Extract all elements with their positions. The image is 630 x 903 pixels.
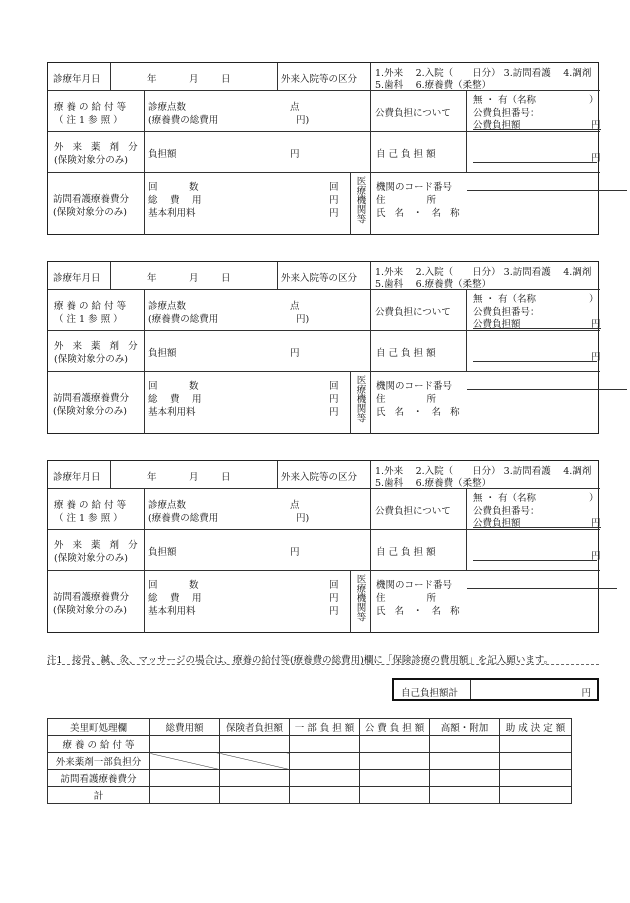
- visit-type-label-cell: [277, 63, 370, 90]
- visit-type-options[interactable]: [370, 461, 600, 488]
- public-burden-yen: 円: [591, 120, 601, 131]
- footnote: 注1 接骨、鍼、灸、マッサージの場合は、療養の給付等(療養費の総費用)欄に「保険診療の費用額」を記入願います。: [47, 655, 554, 666]
- nursing-total-unit: 円: [329, 394, 339, 405]
- public-burden-label-cell: [370, 290, 466, 331]
- public-burden-amount: 公費負担額: [473, 120, 521, 131]
- points-label: 診療点数: [148, 301, 187, 312]
- nursing-base-label: 基本利用料: [148, 606, 196, 617]
- nursing-count-unit: 回: [329, 182, 339, 193]
- total-cost-label: (療養費の総費用: [148, 513, 219, 524]
- table-cell[interactable]: [430, 736, 500, 753]
- nursing-count-label: 回 数: [148, 381, 199, 392]
- header-processing: 美里町処理欄: [48, 719, 150, 736]
- benefit-note: （ 注 1 参 照 ）: [54, 115, 123, 126]
- nursing-note: (保険対象分のみ): [53, 406, 127, 417]
- header-total-cost: 総費用額: [150, 719, 220, 736]
- public-burden-number: 公費負担番号：: [473, 108, 540, 119]
- public-burden-underline: [473, 117, 601, 130]
- table-cell[interactable]: [430, 787, 500, 804]
- nursing-total-unit: 円: [329, 593, 339, 604]
- nursing-base-label: 基本利用料: [148, 208, 196, 219]
- self-burden-field[interactable]: [466, 132, 600, 173]
- drug-amount-label: 負担額: [148, 348, 177, 359]
- self-burden-yen: 円: [591, 153, 601, 164]
- public-burden-underline: [473, 515, 601, 528]
- drug-amount-yen: 円: [290, 547, 300, 558]
- date-label: 診療年月日: [53, 74, 101, 85]
- table-cell[interactable]: [500, 736, 572, 753]
- claim-block-1: [47, 62, 599, 235]
- drug-amount-yen: 円: [290, 149, 300, 160]
- self-burden-total-label: 自己負担額計: [401, 688, 459, 699]
- public-burden-status: 無 ・ 有（名称: [473, 294, 537, 305]
- visit-type-options[interactable]: [370, 262, 600, 289]
- public-burden-yen: 円: [591, 518, 601, 529]
- benefit-label: 療 養 の 給 付 等: [54, 301, 127, 312]
- table-cell[interactable]: [150, 787, 220, 804]
- header-subsidy-decision: 助 成 決 定 額: [500, 719, 572, 736]
- public-burden-close: ）: [589, 493, 599, 504]
- processing-table: [47, 718, 572, 804]
- drug-note: (保険対象分のみ): [54, 553, 128, 564]
- public-burden-close: ）: [589, 95, 599, 106]
- claim-block-2: [47, 261, 599, 434]
- public-burden-label-cell: [370, 91, 466, 132]
- table-cell[interactable]: [430, 770, 500, 787]
- institution-address-label: 住 所: [376, 394, 437, 405]
- institution-address-label: 住 所: [376, 593, 437, 604]
- nursing-count-unit: 回: [329, 381, 339, 392]
- public-burden-detail[interactable]: [466, 489, 600, 530]
- date-field[interactable]: [110, 461, 277, 488]
- self-burden-label: 自 己 負 担 額: [376, 149, 436, 160]
- public-burden-status: 無 ・ 有（名称: [473, 95, 537, 106]
- benefit-points-cell[interactable]: [144, 91, 370, 132]
- visit-type-label: 外来入院等の区分: [281, 74, 358, 85]
- visit-type-line2: 5.歯科 6.療養費（柔整）: [375, 80, 492, 91]
- table-row: [48, 787, 572, 804]
- nursing-total-label: 総 費 用: [148, 195, 202, 206]
- self-burden-underline: [473, 150, 597, 163]
- nursing-label: 訪問看護療養費分: [53, 194, 130, 205]
- disabled-cell: [150, 753, 220, 770]
- month-label: 月: [189, 472, 199, 483]
- self-burden-label: 自 己 負 担 額: [376, 348, 436, 359]
- drug-amount-cell[interactable]: [144, 331, 370, 372]
- visit-type-options[interactable]: [370, 63, 600, 90]
- public-burden-yen: 円: [591, 319, 601, 330]
- drug-amount-yen: 円: [290, 348, 300, 359]
- drug-label: 外 来 薬 剤 分: [54, 540, 141, 551]
- benefit-points-cell[interactable]: [144, 290, 370, 331]
- drug-note: (保険対象分のみ): [54, 354, 128, 365]
- public-burden-status: 無 ・ 有（名称: [473, 493, 537, 504]
- self-burden-label-cell: [370, 331, 466, 372]
- drug-row: [48, 131, 600, 172]
- day-label: 日: [221, 74, 231, 85]
- institution-vertical-label: 医療機関等: [354, 176, 366, 224]
- table-cell[interactable]: [360, 753, 430, 770]
- nursing-base-unit: 円: [329, 208, 339, 219]
- institution-vertical-label: 医療機関等: [354, 574, 366, 622]
- table-cell[interactable]: [360, 787, 430, 804]
- nursing-base-unit: 円: [329, 606, 339, 617]
- table-cell[interactable]: [500, 787, 572, 804]
- self-burden-label-cell: [370, 530, 466, 571]
- institution-vertical-cell: [350, 173, 370, 235]
- institution-vertical-cell: [350, 571, 370, 633]
- benefit-note: （ 注 1 参 照 ）: [54, 314, 123, 325]
- cut-line: [47, 664, 599, 665]
- table-cell[interactable]: [290, 736, 360, 753]
- total-cost-unit: 円): [296, 513, 310, 524]
- institution-name-label: 氏 名 ・ 名 称: [376, 606, 463, 617]
- benefit-label: 療 養 の 給 付 等: [54, 500, 127, 511]
- nursing-note: (保険対象分のみ): [53, 605, 127, 616]
- benefit-row: [48, 289, 600, 330]
- disabled-cell: [220, 753, 290, 770]
- institution-code-underline: [467, 179, 627, 191]
- visit-type-label-cell: [277, 262, 370, 289]
- institution-name-label: 氏 名 ・ 名 称: [376, 407, 463, 418]
- self-burden-underline: [473, 349, 597, 362]
- self-burden-field[interactable]: [466, 331, 600, 372]
- table-cell[interactable]: [430, 753, 500, 770]
- institution-code-label: 機関のコード番号: [376, 182, 453, 193]
- drug-amount-cell[interactable]: [144, 132, 370, 173]
- institution-vertical-label: 医療機関等: [354, 375, 366, 423]
- public-burden-close: ）: [589, 294, 599, 305]
- visit-type-line2: 5.歯科 6.療養費（柔整）: [375, 279, 492, 290]
- self-burden-total-yen: 円: [581, 688, 591, 699]
- drug-row: [48, 330, 600, 371]
- table-cell[interactable]: [150, 770, 220, 787]
- drug-amount-cell[interactable]: [144, 530, 370, 571]
- public-burden-underline: [473, 316, 601, 329]
- public-burden-number: 公費負担番号：: [473, 506, 540, 517]
- nursing-detail-cell[interactable]: [144, 173, 350, 235]
- public-burden-label: 公費負担について: [375, 506, 451, 517]
- table-cell[interactable]: [290, 787, 360, 804]
- visit-type-line1: 1.外来 2.入院（ 日分） 3.訪問看護 4.調剤: [375, 68, 592, 79]
- benefit-points-cell[interactable]: [144, 489, 370, 530]
- month-label: 月: [189, 74, 199, 85]
- header-partial-burden: 一 部 負 担 額: [290, 719, 360, 736]
- processing-header-row: [48, 719, 572, 736]
- public-burden-detail[interactable]: [466, 91, 600, 132]
- drug-label: 外 来 薬 剤 分: [54, 142, 141, 153]
- table-cell[interactable]: [220, 736, 290, 753]
- institution-name-label: 氏 名 ・ 名 称: [376, 208, 463, 219]
- total-cost-unit: 円): [296, 115, 310, 126]
- date-row: [48, 461, 600, 488]
- visit-type-label-cell: [277, 461, 370, 488]
- date-label: 診療年月日: [53, 472, 101, 483]
- institution-code-label: 機関のコード番号: [376, 381, 453, 392]
- public-burden-detail[interactable]: [466, 290, 600, 331]
- table-cell[interactable]: [220, 770, 290, 787]
- table-cell[interactable]: [360, 736, 430, 753]
- self-burden-label-cell: [370, 132, 466, 173]
- table-row: [48, 770, 572, 787]
- institution-code-label: 機関のコード番号: [376, 580, 453, 591]
- table-cell[interactable]: [500, 753, 572, 770]
- self-burden-underline: [473, 548, 597, 561]
- row-label: 訪問看護療養費分: [48, 770, 150, 787]
- institution-detail[interactable]: [370, 372, 600, 434]
- row-label: 外来薬剤一部負担分: [48, 753, 150, 770]
- table-cell[interactable]: [220, 787, 290, 804]
- nursing-detail-cell[interactable]: [144, 571, 350, 633]
- header-insurer-burden: 保険者負担額: [220, 719, 290, 736]
- institution-address-label: 住 所: [376, 195, 437, 206]
- date-field[interactable]: [110, 63, 277, 90]
- visit-type-label: 外来入院等の区分: [281, 472, 358, 483]
- nursing-total-label: 総 費 用: [148, 394, 202, 405]
- public-burden-amount: 公費負担額: [473, 518, 521, 529]
- total-cost-label: (療養費の総費用: [148, 115, 219, 126]
- self-burden-field[interactable]: [466, 530, 600, 571]
- header-public-burden: 公 費 負 担 額: [360, 719, 430, 736]
- nursing-total-unit: 円: [329, 195, 339, 206]
- benefit-row: [48, 488, 600, 529]
- table-cell[interactable]: [500, 770, 572, 787]
- institution-detail[interactable]: [370, 571, 600, 633]
- benefit-row: [48, 90, 600, 131]
- drug-amount-label: 負担額: [148, 149, 177, 160]
- nursing-total-label: 総 費 用: [148, 593, 202, 604]
- drug-row: [48, 529, 600, 570]
- nursing-detail-cell[interactable]: [144, 372, 350, 434]
- benefit-note: （ 注 1 参 照 ）: [54, 513, 123, 524]
- table-cell[interactable]: [290, 770, 360, 787]
- institution-vertical-cell: [350, 372, 370, 434]
- nursing-label: 訪問看護療養費分: [53, 393, 130, 404]
- visit-type-label: 外来入院等の区分: [281, 273, 358, 284]
- nursing-note: (保険対象分のみ): [53, 207, 127, 218]
- table-row: [48, 736, 572, 753]
- year-label: 年: [147, 472, 157, 483]
- nursing-count-label: 回 数: [148, 580, 199, 591]
- nursing-count-label: 回 数: [148, 182, 199, 193]
- institution-detail[interactable]: [370, 173, 600, 235]
- drug-label: 外 来 薬 剤 分: [54, 341, 141, 352]
- visit-type-line1: 1.外来 2.入院（ 日分） 3.訪問看護 4.調剤: [375, 267, 592, 278]
- visit-type-line2: 5.歯科 6.療養費（柔整）: [375, 478, 492, 489]
- day-label: 日: [221, 273, 231, 284]
- points-unit: 点: [290, 102, 300, 113]
- points-label: 診療点数: [148, 102, 187, 113]
- self-burden-total-box[interactable]: [392, 678, 599, 701]
- public-burden-amount: 公費負担額: [473, 319, 521, 330]
- points-label: 診療点数: [148, 500, 187, 511]
- year-label: 年: [147, 273, 157, 284]
- date-field[interactable]: [110, 262, 277, 289]
- visit-type-line1: 1.外来 2.入院（ 日分） 3.訪問看護 4.調剤: [375, 466, 592, 477]
- day-label: 日: [221, 472, 231, 483]
- nursing-base-label: 基本利用料: [148, 407, 196, 418]
- total-cost-label: (療養費の総費用: [148, 314, 219, 325]
- row-label: 計: [48, 787, 150, 804]
- date-label: 診療年月日: [53, 273, 101, 284]
- public-burden-number: 公費負担番号：: [473, 307, 540, 318]
- nursing-label: 訪問看護療養費分: [53, 592, 130, 603]
- nursing-row: [48, 172, 600, 234]
- date-row: [48, 63, 600, 90]
- self-burden-yen: 円: [591, 352, 601, 363]
- self-burden-total-field[interactable]: [470, 680, 597, 699]
- drug-amount-label: 負担額: [148, 547, 177, 558]
- table-cell[interactable]: [150, 736, 220, 753]
- table-cell[interactable]: [290, 753, 360, 770]
- year-label: 年: [147, 74, 157, 85]
- nursing-count-unit: 回: [329, 580, 339, 591]
- benefit-label: 療 養 の 給 付 等: [54, 102, 127, 113]
- date-row: [48, 262, 600, 289]
- claim-block-3: [47, 460, 599, 633]
- drug-note: (保険対象分のみ): [54, 155, 128, 166]
- nursing-base-unit: 円: [329, 407, 339, 418]
- points-unit: 点: [290, 301, 300, 312]
- public-burden-label: 公費負担について: [375, 307, 451, 318]
- total-cost-unit: 円): [296, 314, 310, 325]
- nursing-row: [48, 371, 600, 433]
- month-label: 月: [189, 273, 199, 284]
- table-row: [48, 753, 572, 770]
- public-burden-label: 公費負担について: [375, 108, 451, 119]
- points-unit: 点: [290, 500, 300, 511]
- self-burden-yen: 円: [591, 551, 601, 562]
- public-burden-label-cell: [370, 489, 466, 530]
- institution-code-underline: [467, 378, 627, 390]
- institution-code-underline: [467, 577, 617, 589]
- header-high-cost: 高額・附加: [430, 719, 500, 736]
- self-burden-label: 自 己 負 担 額: [376, 547, 436, 558]
- row-label: 療 養 の 給 付 等: [48, 736, 150, 753]
- nursing-row: [48, 570, 600, 632]
- table-cell[interactable]: [360, 770, 430, 787]
